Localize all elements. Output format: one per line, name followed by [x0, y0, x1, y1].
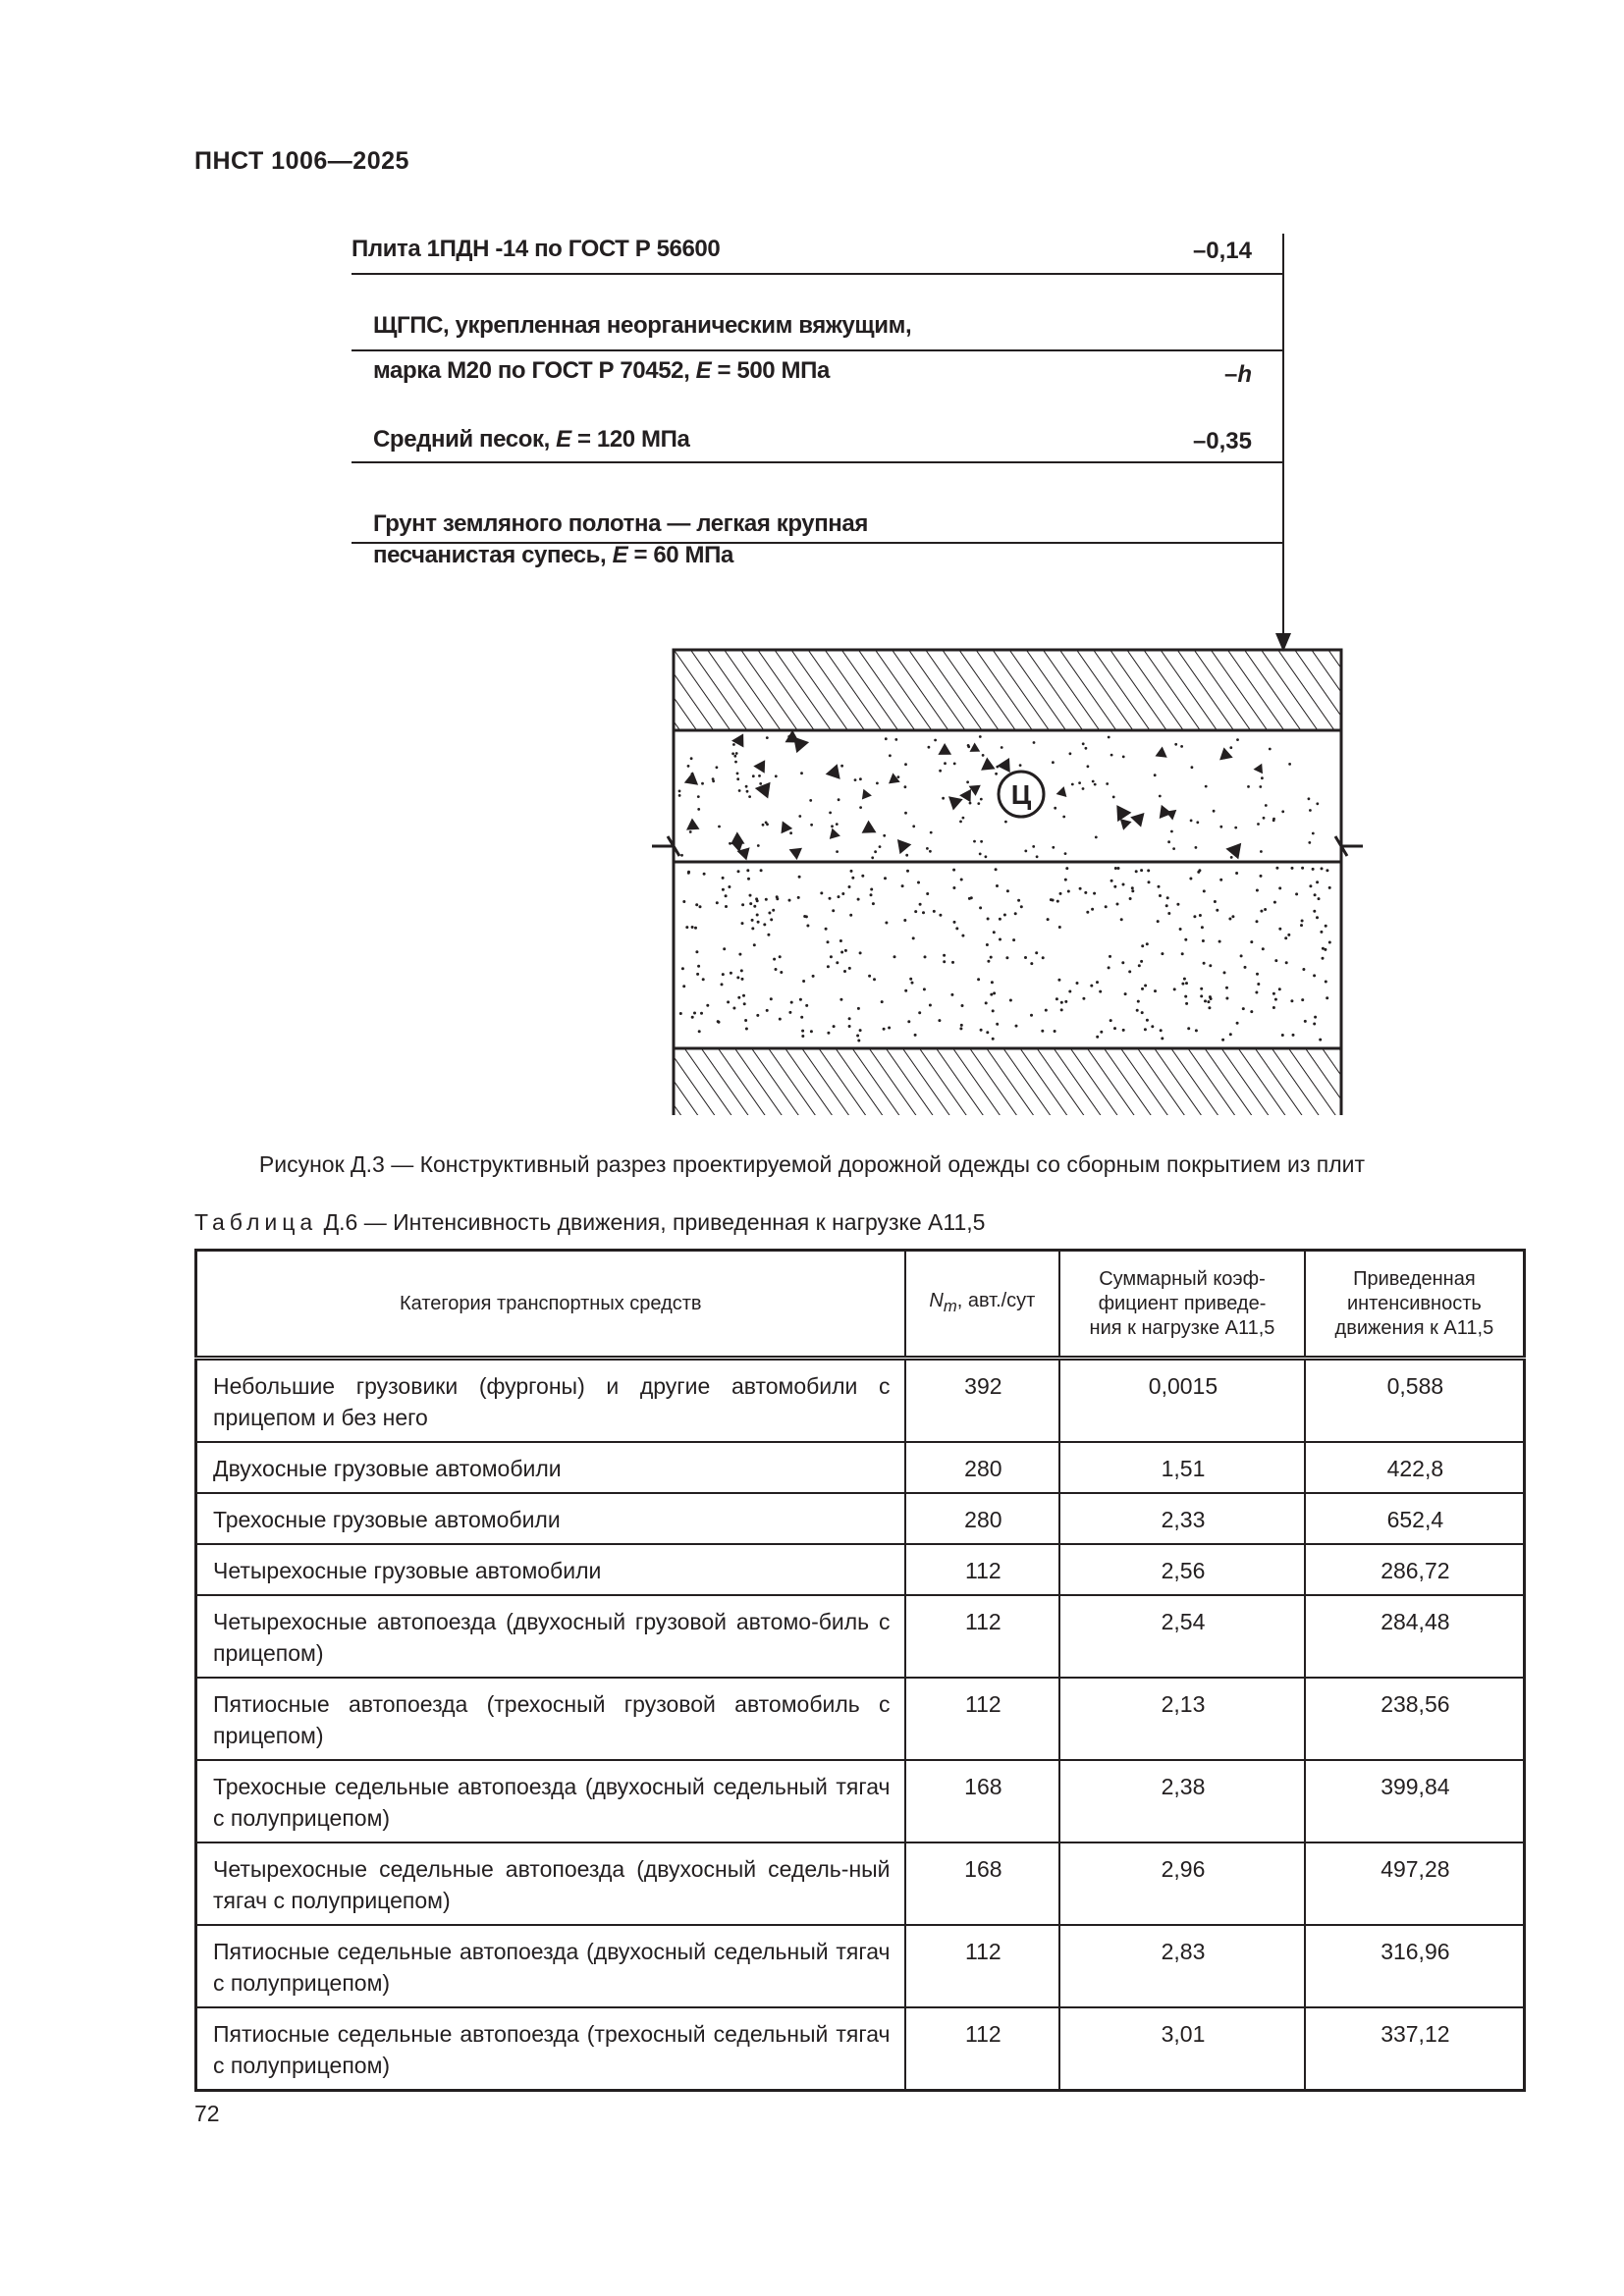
table-row — [196, 1678, 1525, 1760]
cell-intensity: 422,8 — [1305, 1442, 1525, 1493]
cell-n: 168 — [905, 1760, 1060, 1842]
cement-marker-label: Ц — [1010, 779, 1032, 810]
cell-n: 112 — [905, 1544, 1060, 1595]
header-category: Категория транспортных средств — [196, 1251, 905, 1359]
table-row — [196, 1442, 1525, 1493]
cell-category: Трехосные седельные автопоезда (двухосный седельный тягач с полуприцепом) — [196, 1760, 905, 1842]
cell-category: Трехосные грузовые автомобили — [196, 1493, 905, 1544]
table-row — [196, 1925, 1525, 2007]
layer-1-label: Плита 1ПДН -14 по ГОСТ Р 56600 — [352, 236, 721, 262]
pavement-cross-section — [0, 0, 1624, 1129]
cell-category: Четырехосные грузовые автомобили — [196, 1544, 905, 1595]
cell-intensity: 286,72 — [1305, 1544, 1525, 1595]
cell-n: 280 — [905, 1493, 1060, 1544]
layer-4-label-line2: песчанистая супесь, E = 60 МПа — [373, 542, 733, 568]
cell-n: 168 — [905, 1842, 1060, 1925]
slab-layer — [674, 650, 1341, 730]
table-row — [196, 1493, 1525, 1544]
table-row — [196, 1842, 1525, 1925]
table-header-row — [196, 1251, 1525, 1359]
cell-category: Четырехосные седельные автопоезда (двухосный седель-ный тягач с полуприцепом) — [196, 1842, 905, 1925]
table-row — [196, 1760, 1525, 1842]
cell-intensity: 238,56 — [1305, 1678, 1525, 1760]
header-intensity: Приведенная интенсивность движения к А11,5 — [1305, 1251, 1525, 1359]
page-number: 72 — [194, 2101, 220, 2126]
table-row — [196, 1595, 1525, 1678]
cell-intensity: 0,588 — [1305, 1359, 1525, 1443]
layer-2-depth: –h — [1223, 361, 1252, 388]
cell-coef: 2,54 — [1059, 1595, 1305, 1678]
document-id: ПНСТ 1006—2025 — [194, 147, 409, 175]
figure-caption: Рисунок Д.3 — Конструктивный разрез проектируемой дорожной одежды со сборным покрытием из плит — [258, 1151, 1366, 1177]
cell-coef: 2,83 — [1059, 1925, 1305, 2007]
cell-intensity: 316,96 — [1305, 1925, 1525, 2007]
header-coefficient: Суммарный коэф- фициент приведе- ния к нагрузке А11,5 — [1059, 1251, 1305, 1359]
cell-n: 112 — [905, 1595, 1060, 1678]
layer-2-label-line2: марка М20 по ГОСТ Р 70452, E = 500 МПа — [373, 357, 830, 384]
cell-category: Пятиосные седельные автопоезда (трехосный седельный тягач с полуприцепом) — [196, 2007, 905, 2091]
layer-3-label: Средний песок, E = 120 МПа — [373, 426, 690, 453]
cell-coef: 0,0015 — [1059, 1359, 1305, 1443]
cell-category: Четырехосные автопоезда (двухосный грузовой автомо-биль с прицепом) — [196, 1595, 905, 1678]
cell-n: 280 — [905, 1442, 1060, 1493]
cell-intensity: 652,4 — [1305, 1493, 1525, 1544]
cell-n: 112 — [905, 1925, 1060, 2007]
cell-coef: 2,13 — [1059, 1678, 1305, 1760]
subgrade-layer — [674, 1048, 1341, 1115]
layer-3-depth: –0,35 — [1192, 428, 1252, 454]
layer-4-label-line1: Грунт земляного полотна — легкая крупная — [373, 510, 868, 537]
traffic-intensity-table — [194, 1249, 1526, 2092]
cell-n: 112 — [905, 2007, 1060, 2091]
cell-intensity: 337,12 — [1305, 2007, 1525, 2091]
cell-category: Пятиосные седельные автопоезда (двухосный седельный тягач с полуприцепом) — [196, 1925, 905, 2007]
cell-category: Двухосные грузовые автомобили — [196, 1442, 905, 1493]
cell-coef: 2,56 — [1059, 1544, 1305, 1595]
layer-2-label-line1: ЩГПС, укрепленная неорганическим вяжущим, — [373, 312, 912, 339]
cell-intensity: 399,84 — [1305, 1760, 1525, 1842]
layer-1-depth: –0,14 — [1192, 238, 1252, 264]
table-row — [196, 2007, 1525, 2091]
table-title: Таблица Д.6 — Интенсивность движения, приведенная к нагрузке А11,5 — [194, 1209, 986, 1235]
cell-intensity: 284,48 — [1305, 1595, 1525, 1678]
header-n: $N_m$, авт./сут — [905, 1251, 1060, 1359]
cell-coef: 1,51 — [1059, 1442, 1305, 1493]
cell-coef: 2,38 — [1059, 1760, 1305, 1842]
cell-category: Небольшие грузовики (фургоны) и другие автомобили с прицепом и без него — [196, 1359, 905, 1443]
cell-category: Пятиосные автопоезда (трехосный грузовой автомобиль с прицепом) — [196, 1678, 905, 1760]
cell-n: 112 — [905, 1678, 1060, 1760]
cell-intensity: 497,28 — [1305, 1842, 1525, 1925]
cell-n: 392 — [905, 1359, 1060, 1443]
table-row — [196, 1359, 1525, 1443]
table-row — [196, 1544, 1525, 1595]
cell-coef: 3,01 — [1059, 2007, 1305, 2091]
cell-coef: 2,96 — [1059, 1842, 1305, 1925]
cell-coef: 2,33 — [1059, 1493, 1305, 1544]
